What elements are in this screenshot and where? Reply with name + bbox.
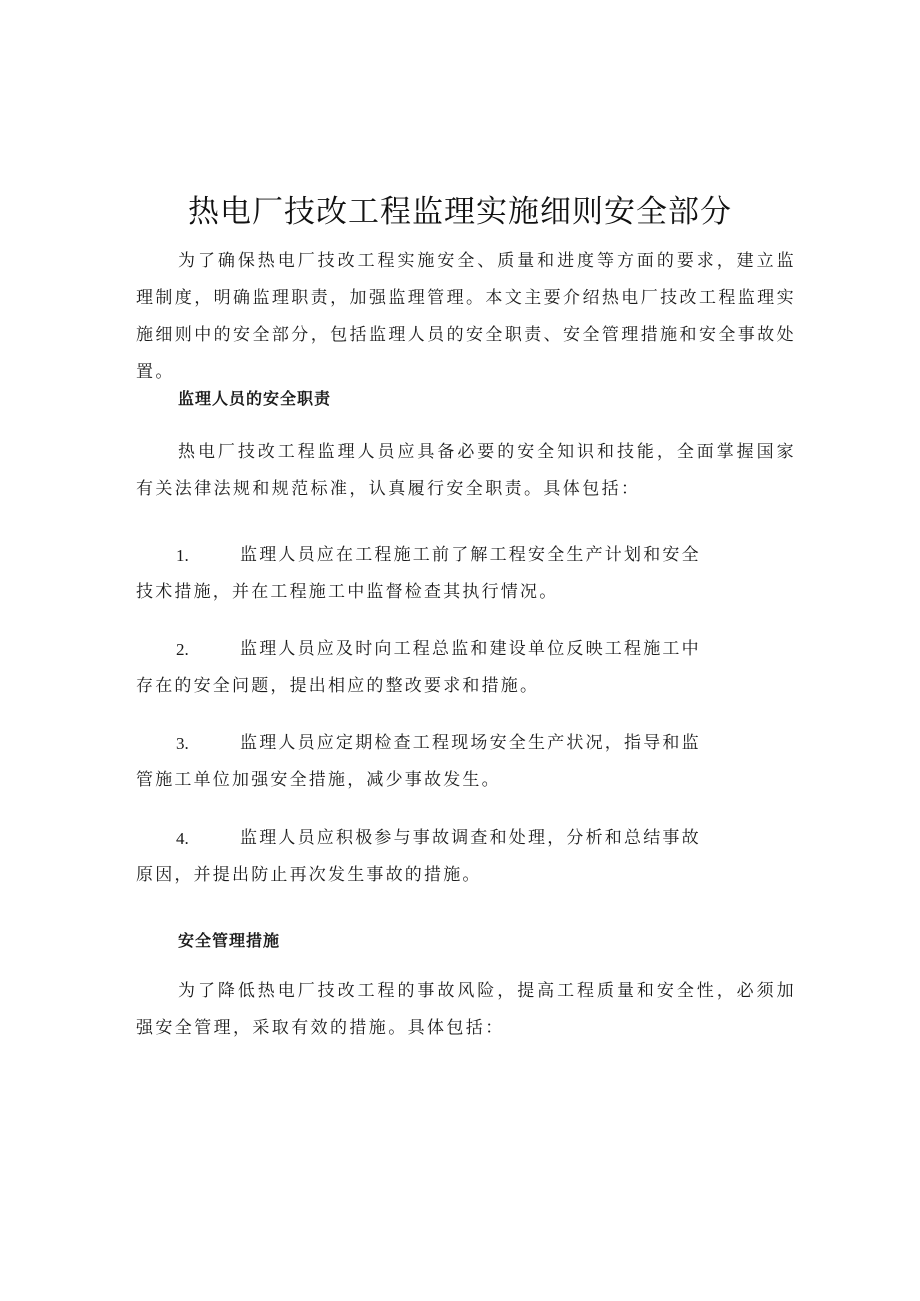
section1-paragraph: 热电厂技改工程监理人员应具备必要的安全知识和技能，全面掌握国家有关法律法规和规范标准，认真履行安全职责。具体包括：: [136, 442, 796, 499]
list-item: [136, 537, 708, 611]
intro-paragraph: 为了确保热电厂技改工程实施安全、质量和进度等方面的要求，建立监理制度，明确监理职责，加强监理管理。本文主要介绍热电厂技改工程监理实施细则中的安全部分，包括监理人员的安全职责、安全管理措施和安全事故处置。: [136, 251, 796, 382]
list-item-text: 监理人员应积极参与事故调查和处理，分析和总结事故原因，并提出防止再次发生事故的措施。: [136, 828, 701, 885]
list-item: [136, 820, 708, 894]
section-heading-safety-measures: 安全管理措施: [178, 931, 281, 950]
list-item-text: 监理人员应定期检查工程现场安全生产状况，指导和监管施工单位加强安全措施，减少事故发生。: [136, 733, 701, 790]
section2-paragraph: 为了降低热电厂技改工程的事故风险，提高工程质量和安全性，必须加强安全管理，采取有效的措施。具体包括：: [136, 981, 796, 1038]
list-item-number: 2.: [176, 640, 189, 659]
list-item-number: 1.: [176, 546, 189, 565]
list-item-text: 监理人员应在工程施工前了解工程安全生产计划和安全技术措施，并在工程施工中监督检查其执行情况。: [136, 545, 701, 602]
section-heading-safety-duties: 监理人员的安全职责: [178, 389, 332, 408]
list-item: [136, 631, 708, 705]
list-item-number: 4.: [176, 829, 189, 848]
list-item-text: 监理人员应及时向工程总监和建设单位反映工程施工中存在的安全问题，提出相应的整改要求和措施。: [136, 639, 701, 696]
document-title: 热电厂技改工程监理实施细则安全部分: [188, 194, 732, 230]
list-item: [136, 725, 708, 799]
list-item-number: 3.: [176, 734, 189, 753]
